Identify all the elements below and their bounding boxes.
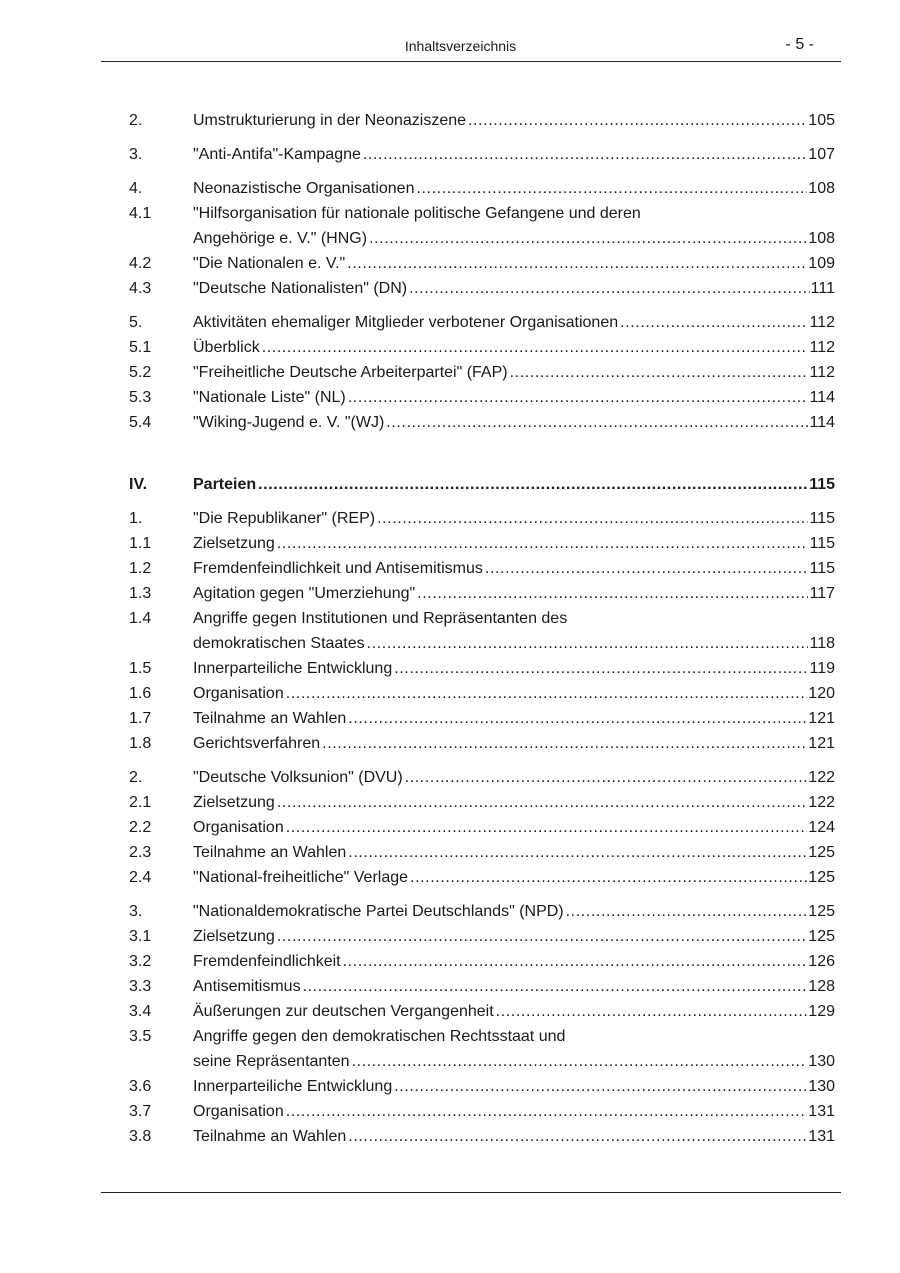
toc-entry bbox=[0, 1126, 900, 1148]
toc-entry-title: "Hilfsorganisation für nationale politische Gefangene und deren bbox=[193, 205, 641, 222]
toc-entry-page: 122 bbox=[808, 794, 835, 811]
toc-entry bbox=[0, 792, 900, 814]
dot-leader bbox=[322, 733, 807, 755]
dot-leader bbox=[485, 558, 809, 580]
toc-entry-title: Teilnahme an Wahlen bbox=[193, 1128, 347, 1145]
toc-entry-page: 121 bbox=[808, 710, 835, 727]
dot-leader bbox=[352, 1051, 808, 1073]
toc-entry-title: "Deutsche Nationalisten" (DN) bbox=[193, 280, 408, 297]
toc-entry bbox=[0, 1001, 900, 1023]
toc-entry-number: 3. bbox=[129, 903, 143, 920]
dot-leader bbox=[286, 683, 808, 705]
dot-leader bbox=[394, 658, 808, 680]
toc-entry bbox=[0, 817, 900, 839]
toc-entry-number: 3.8 bbox=[129, 1128, 152, 1145]
toc-entry-page: 125 bbox=[808, 928, 835, 945]
dot-leader bbox=[277, 533, 809, 555]
toc-entry-leader-line bbox=[193, 658, 835, 680]
toc-entry bbox=[0, 733, 900, 755]
toc-entry-title: Antisemitismus bbox=[193, 978, 301, 995]
toc-entry-leader-line bbox=[193, 278, 835, 300]
toc-entry-leader-line bbox=[193, 474, 835, 496]
toc-entry bbox=[0, 951, 900, 973]
toc-entry bbox=[0, 583, 900, 605]
dot-leader bbox=[510, 362, 809, 384]
toc-entry-number: IV. bbox=[129, 476, 148, 493]
toc-entry-number: 4.2 bbox=[129, 255, 152, 272]
toc-entry bbox=[0, 1101, 900, 1123]
toc-entry bbox=[0, 842, 900, 864]
toc-entry-title: Äußerungen zur deutschen Vergangenheit bbox=[193, 1003, 494, 1020]
toc-entry-page: 119 bbox=[809, 660, 835, 677]
toc-entry bbox=[0, 1076, 900, 1098]
toc-entry-number: 3.1 bbox=[129, 928, 152, 945]
toc-entry-title-line bbox=[193, 608, 835, 630]
toc-entry-number: 3. bbox=[129, 146, 143, 163]
toc-entry-leader-line bbox=[193, 926, 835, 948]
toc-entry bbox=[0, 533, 900, 555]
toc-entry-title: Aktivitäten ehemaliger Mitglieder verbotener Organisationen bbox=[193, 314, 619, 331]
footer-rule bbox=[101, 1192, 841, 1193]
toc-entry-number: 5.1 bbox=[129, 339, 152, 356]
toc-entry-number: 2.1 bbox=[129, 794, 152, 811]
toc-entry-page: 125 bbox=[808, 844, 835, 861]
toc-entry bbox=[0, 178, 900, 200]
toc-entry bbox=[0, 337, 900, 359]
dot-leader bbox=[363, 144, 807, 166]
toc-entry bbox=[0, 110, 900, 132]
toc-entry-continuation bbox=[0, 1051, 900, 1073]
toc-entry-number: 3.2 bbox=[129, 953, 152, 970]
toc-entry-page: 105 bbox=[808, 112, 835, 129]
toc-entry-title: Fremdenfeindlichkeit bbox=[193, 953, 341, 970]
toc-entry-number: 5.2 bbox=[129, 364, 152, 381]
dot-leader bbox=[347, 253, 807, 275]
toc-entry-title: Neonazistische Organisationen bbox=[193, 180, 415, 197]
toc-entry bbox=[0, 901, 900, 923]
toc-entry-continuation bbox=[0, 633, 900, 655]
toc-entry-leader-line bbox=[193, 362, 835, 384]
toc-entry bbox=[0, 658, 900, 680]
toc-entry-number: 2.2 bbox=[129, 819, 152, 836]
toc-entry-title: Überblick bbox=[193, 339, 260, 356]
dot-leader bbox=[405, 767, 808, 789]
toc-entry-page: 131 bbox=[808, 1103, 835, 1120]
toc-entry-page: 118 bbox=[809, 635, 835, 652]
toc-entry-leader-line bbox=[193, 228, 835, 250]
dot-leader bbox=[343, 951, 808, 973]
toc-entry-title: "Nationale Liste" (NL) bbox=[193, 389, 346, 406]
toc-entry-number: 3.7 bbox=[129, 1103, 152, 1120]
toc-entry-title: Innerparteiliche Entwicklung bbox=[193, 1078, 393, 1095]
toc-entry-title: Gerichtsverfahren bbox=[193, 735, 321, 752]
toc-entry-title: Zielsetzung bbox=[193, 928, 275, 945]
toc-entry-page: 129 bbox=[808, 1003, 835, 1020]
toc-entry-title: "Anti-Antifa"-Kampagne bbox=[193, 146, 361, 163]
toc-entry-page: 108 bbox=[808, 180, 835, 197]
dot-leader bbox=[566, 901, 808, 923]
toc-entry-title: "National-freiheitliche" Verlage bbox=[193, 869, 409, 886]
toc-entry-title: "Die Republikaner" (REP) bbox=[193, 510, 376, 527]
toc-entry-leader-line bbox=[193, 633, 835, 655]
dot-leader bbox=[277, 926, 807, 948]
toc-entry-number: 3.6 bbox=[129, 1078, 152, 1095]
toc-entry-leader-line bbox=[193, 583, 835, 605]
toc-entry-number: 1.6 bbox=[129, 685, 152, 702]
toc-entry-number: 2. bbox=[129, 112, 143, 129]
dot-leader bbox=[409, 278, 810, 300]
toc-entry-number: 1.1 bbox=[129, 535, 152, 552]
toc-entry-title-continued: Angehörige e. V." (HNG) bbox=[193, 230, 368, 247]
toc-entry-page: 108 bbox=[808, 230, 835, 247]
toc-entry-page: 112 bbox=[809, 364, 835, 381]
toc-entry-page: 115 bbox=[809, 476, 835, 493]
toc-entry bbox=[0, 412, 900, 434]
dot-leader bbox=[496, 1001, 808, 1023]
toc-entry-title: Zielsetzung bbox=[193, 794, 275, 811]
toc-entry bbox=[0, 608, 900, 630]
dot-leader bbox=[348, 1126, 807, 1148]
toc-entry bbox=[0, 203, 900, 225]
toc-entry-number: 2.3 bbox=[129, 844, 152, 861]
toc-entry-leader-line bbox=[193, 867, 835, 889]
toc-entry-page: 131 bbox=[808, 1128, 835, 1145]
toc-entry-number: 1. bbox=[129, 510, 143, 527]
toc-entry-page: 115 bbox=[809, 560, 835, 577]
dot-leader bbox=[348, 842, 807, 864]
toc-entry-continuation bbox=[0, 228, 900, 250]
toc-entry-leader-line bbox=[193, 508, 835, 530]
toc-entry-title: Angriffe gegen Institutionen und Repräsentanten des bbox=[193, 610, 568, 627]
toc-entry-title: Teilnahme an Wahlen bbox=[193, 710, 347, 727]
toc-entry bbox=[0, 683, 900, 705]
toc-entry-leader-line bbox=[193, 558, 835, 580]
toc-entry-page: 112 bbox=[809, 314, 835, 331]
toc-entry-title: Innerparteiliche Entwicklung bbox=[193, 660, 393, 677]
toc-entry-title: Agitation gegen "Umerziehung" bbox=[193, 585, 416, 602]
toc-entry bbox=[0, 976, 900, 998]
toc-entry-number: 2.4 bbox=[129, 869, 152, 886]
toc-entry bbox=[0, 558, 900, 580]
toc-entry-leader-line bbox=[193, 683, 835, 705]
toc-entry-page: 126 bbox=[808, 953, 835, 970]
toc-entry bbox=[0, 387, 900, 409]
toc-entry-leader-line bbox=[193, 1076, 835, 1098]
toc-entry-number: 3.5 bbox=[129, 1028, 152, 1045]
toc-entry-title-line bbox=[193, 1026, 835, 1048]
toc-entry-title-continued: demokratischen Staates bbox=[193, 635, 365, 652]
toc-entry-leader-line bbox=[193, 1051, 835, 1073]
toc-entry-title: Fremdenfeindlichkeit und Antisemitismus bbox=[193, 560, 483, 577]
toc-entry-leader-line bbox=[193, 842, 835, 864]
toc-entry-leader-line bbox=[193, 337, 835, 359]
toc-entry bbox=[0, 474, 900, 496]
toc-entry bbox=[0, 144, 900, 166]
toc-entry-title: "Deutsche Volksunion" (DVU) bbox=[193, 769, 403, 786]
toc-entry-title: "Die Nationalen e. V." bbox=[193, 255, 346, 272]
toc-entry-leader-line bbox=[193, 901, 835, 923]
toc-entry bbox=[0, 867, 900, 889]
toc-entry-leader-line bbox=[193, 733, 835, 755]
toc-entry-leader-line bbox=[193, 708, 835, 730]
toc-entry-title: Angriffe gegen den demokratischen Rechtsstaat und bbox=[193, 1028, 566, 1045]
toc-entry-page: 130 bbox=[808, 1053, 835, 1070]
toc-entry-number: 3.4 bbox=[129, 1003, 152, 1020]
toc-entry-leader-line bbox=[193, 976, 835, 998]
toc-entry bbox=[0, 362, 900, 384]
toc-entry bbox=[0, 508, 900, 530]
header-page-number: - 5 - bbox=[785, 36, 814, 53]
toc-entry-page: 130 bbox=[808, 1078, 835, 1095]
dot-leader bbox=[262, 337, 809, 359]
toc-entry bbox=[0, 708, 900, 730]
toc-entry-leader-line bbox=[193, 792, 835, 814]
toc-entry-page: 111 bbox=[810, 280, 835, 297]
toc-entry-leader-line bbox=[193, 951, 835, 973]
toc-entry-page: 117 bbox=[809, 585, 835, 602]
toc-entry-leader-line bbox=[193, 1001, 835, 1023]
toc-entry-page: 115 bbox=[809, 535, 835, 552]
toc-entry-page: 114 bbox=[809, 389, 835, 406]
toc-entry-page: 125 bbox=[808, 903, 835, 920]
toc-entry bbox=[0, 1026, 900, 1048]
toc-entry-number: 4.3 bbox=[129, 280, 152, 297]
dot-leader bbox=[620, 312, 808, 334]
toc-entry-page: 125 bbox=[808, 869, 835, 886]
toc-entry-title: Organisation bbox=[193, 1103, 284, 1120]
dot-leader bbox=[367, 633, 809, 655]
toc-entry-number: 4.1 bbox=[129, 205, 152, 222]
dot-leader bbox=[348, 708, 807, 730]
dot-leader bbox=[258, 474, 808, 496]
toc-entry-page: 107 bbox=[808, 146, 835, 163]
dot-leader bbox=[348, 387, 809, 409]
toc-entry-leader-line bbox=[193, 767, 835, 789]
toc-entry-title: Organisation bbox=[193, 819, 284, 836]
toc-entry-leader-line bbox=[193, 1101, 835, 1123]
toc-entry-number: 4. bbox=[129, 180, 143, 197]
toc-entry-leader-line bbox=[193, 817, 835, 839]
toc-entry bbox=[0, 278, 900, 300]
dot-leader bbox=[386, 412, 808, 434]
toc-entry-number: 2. bbox=[129, 769, 143, 786]
dot-leader bbox=[277, 792, 807, 814]
toc-entry-leader-line bbox=[193, 178, 835, 200]
toc-entry-number: 1.8 bbox=[129, 735, 152, 752]
toc-entry-page: 112 bbox=[809, 339, 835, 356]
toc-entry bbox=[0, 926, 900, 948]
toc-entry-number: 1.3 bbox=[129, 585, 152, 602]
toc-entry-page: 115 bbox=[809, 510, 835, 527]
toc-entry-leader-line bbox=[193, 312, 835, 334]
toc-entry-title: Parteien bbox=[193, 476, 257, 493]
dot-leader bbox=[394, 1076, 807, 1098]
toc-entry-title: "Nationaldemokratische Partei Deutschlands" (NPD) bbox=[193, 903, 564, 920]
toc-entry-number: 1.7 bbox=[129, 710, 152, 727]
toc-entry-number: 1.5 bbox=[129, 660, 152, 677]
dot-leader bbox=[286, 1101, 808, 1123]
toc-entry-title: "Freiheitliche Deutsche Arbeiterpartei" (FAP) bbox=[193, 364, 508, 381]
toc-entry bbox=[0, 253, 900, 275]
toc-entry-leader-line bbox=[193, 387, 835, 409]
toc-entry-page: 128 bbox=[808, 978, 835, 995]
toc-entry-page: 120 bbox=[808, 685, 835, 702]
toc-entry-title-continued: seine Repräsentanten bbox=[193, 1053, 350, 1070]
toc-entry-leader-line bbox=[193, 110, 835, 132]
dot-leader bbox=[468, 110, 807, 132]
toc-entry-page: 114 bbox=[809, 414, 835, 431]
toc-entry-title: Umstrukturierung in der Neonaziszene bbox=[193, 112, 467, 129]
toc-entry-leader-line bbox=[193, 1126, 835, 1148]
toc-entry-leader-line bbox=[193, 412, 835, 434]
toc-entry-leader-line bbox=[193, 144, 835, 166]
toc-entry-number: 1.4 bbox=[129, 610, 152, 627]
toc-entry-leader-line bbox=[193, 533, 835, 555]
toc-entry-number: 5.3 bbox=[129, 389, 152, 406]
dot-leader bbox=[303, 976, 808, 998]
toc-entry-page: 122 bbox=[808, 769, 835, 786]
dot-leader bbox=[416, 178, 807, 200]
toc-entry bbox=[0, 767, 900, 789]
toc-entry-number: 3.3 bbox=[129, 978, 152, 995]
toc-entry-number: 5.4 bbox=[129, 414, 152, 431]
toc-entry-leader-line bbox=[193, 253, 835, 275]
dot-leader bbox=[377, 508, 808, 530]
toc-entry bbox=[0, 312, 900, 334]
toc-entry-page: 121 bbox=[808, 735, 835, 752]
dot-leader bbox=[410, 867, 807, 889]
header-title: Inhaltsverzeichnis bbox=[404, 38, 517, 54]
toc-entry-title: Organisation bbox=[193, 685, 284, 702]
toc-entry-page: 124 bbox=[808, 819, 835, 836]
toc-entry-title: "Wiking-Jugend e. V. "(WJ) bbox=[193, 414, 385, 431]
toc-entry-number: 5. bbox=[129, 314, 143, 331]
toc-entry-title: Teilnahme an Wahlen bbox=[193, 844, 347, 861]
dot-leader bbox=[417, 583, 808, 605]
toc-entry-number: 1.2 bbox=[129, 560, 152, 577]
dot-leader bbox=[369, 228, 807, 250]
toc-entry-title: Zielsetzung bbox=[193, 535, 275, 552]
toc-entry-page: 109 bbox=[808, 255, 835, 272]
dot-leader bbox=[286, 817, 808, 839]
toc-entry-title-line bbox=[193, 203, 835, 225]
